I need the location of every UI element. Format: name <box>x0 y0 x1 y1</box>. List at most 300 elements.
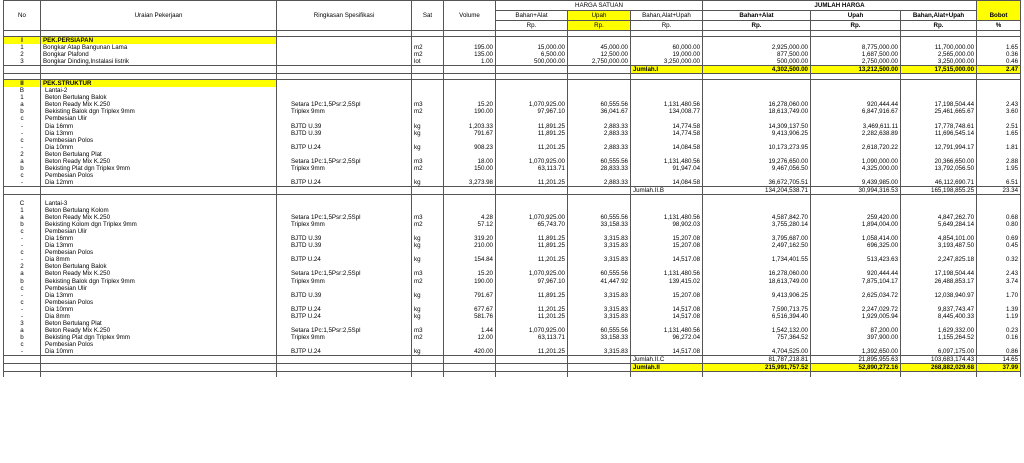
item-volume: 581.76 <box>444 313 496 320</box>
item-no: 1 <box>4 207 41 214</box>
item-jumlah-bahan-alat-upah: 17,778,748.61 <box>901 123 977 130</box>
item-no: - <box>4 130 41 137</box>
item-sat: m2 <box>412 165 444 172</box>
item-jumlah-bahan-alat: 500,000.00 <box>703 58 811 66</box>
item-bobot: 0.45 <box>977 242 1021 249</box>
item-jumlah-bahan-alat <box>703 341 811 348</box>
table-row <box>4 249 1021 256</box>
item-sat: kg <box>412 242 444 249</box>
item-jumlah-bahan-alat <box>703 299 811 306</box>
table-row <box>4 58 1021 66</box>
empty-cell <box>496 186 568 194</box>
item-no: c <box>4 285 41 292</box>
empty-cell <box>4 372 41 378</box>
item-bobot <box>977 263 1021 270</box>
empty-cell <box>568 80 631 88</box>
item-volume: 677.67 <box>444 306 496 313</box>
item-jumlah-bahan-alat <box>703 137 811 144</box>
item-bahan-alat: 63,113.71 <box>496 165 568 172</box>
item-sat: kg <box>412 123 444 130</box>
item-jumlah-upah <box>811 172 901 179</box>
empty-cell <box>277 37 412 45</box>
total-bahan-alat: 134,204,538.71 <box>703 186 811 194</box>
item-jumlah-bahan-alat: 2,497,162.50 <box>703 242 811 249</box>
item-bobot <box>977 299 1021 306</box>
item-bahan-alat: 11,891.25 <box>496 242 568 249</box>
item-volume: 4.28 <box>444 214 496 221</box>
item-jumlah-upah: 8,775,000.00 <box>811 44 901 51</box>
item-jumlah-upah: 2,750,000.00 <box>811 58 901 66</box>
item-jumlah-upah: 920,444.44 <box>811 101 901 108</box>
empty-cell <box>568 364 631 372</box>
item-jumlah-upah <box>811 320 901 327</box>
item-bahan-alat-upah <box>631 172 703 179</box>
empty-cell <box>4 356 41 364</box>
total-bahan-alat: 215,991,757.52 <box>703 364 811 372</box>
item-no: - <box>4 242 41 249</box>
item-spesifikasi: Setara 1Pc:1,5Psr:2,5Spl <box>277 327 412 334</box>
empty-cell <box>901 37 977 45</box>
table-body <box>4 31 1021 378</box>
item-jumlah-upah: 2,247,029.72 <box>811 306 901 313</box>
item-jumlah-bahan-alat-upah: 1,629,332.00 <box>901 327 977 334</box>
item-bahan-alat-upah: 14,084.58 <box>631 144 703 151</box>
item-bahan-alat: 11,891.25 <box>496 235 568 242</box>
total-bahan-alat-upah: 17,515,000.00 <box>901 66 977 74</box>
item-jumlah-bahan-alat <box>703 249 811 256</box>
table-row <box>4 299 1021 306</box>
item-bahan-alat <box>496 172 568 179</box>
item-volume <box>444 207 496 214</box>
item-spesifikasi: BJTP U.24 <box>277 144 412 151</box>
item-volume: 1.44 <box>444 327 496 334</box>
total-upah: 30,994,316.53 <box>811 186 901 194</box>
item-bahan-alat-upah: 98,902.03 <box>631 221 703 228</box>
table-row <box>4 270 1021 277</box>
item-sat: lot <box>412 58 444 66</box>
item-uraian: Bekisting Plat dgn Triplex 9mm <box>41 334 277 341</box>
item-sat: m2 <box>412 44 444 51</box>
empty-cell <box>496 372 568 378</box>
item-upah: 36,041.67 <box>568 108 631 115</box>
item-sat: m2 <box>412 108 444 115</box>
item-upah: 33,158.33 <box>568 221 631 228</box>
item-bahan-alat <box>496 200 568 207</box>
item-bahan-alat-upah: 1,131,480.56 <box>631 101 703 108</box>
item-no: - <box>4 235 41 242</box>
section-row <box>4 37 1021 45</box>
item-upah: 60,555.56 <box>568 101 631 108</box>
header-harga-satuan: HARGA SATUAN <box>496 1 703 11</box>
item-bahan-alat-upah: 134,008.77 <box>631 108 703 115</box>
item-uraian: Pembesian Polos <box>41 172 277 179</box>
item-volume <box>444 172 496 179</box>
item-jumlah-bahan-alat <box>703 94 811 101</box>
item-no: a <box>4 270 41 277</box>
item-upah <box>568 228 631 235</box>
item-uraian: Dia 8mm <box>41 313 277 320</box>
item-volume <box>444 228 496 235</box>
item-bobot <box>977 172 1021 179</box>
item-bahan-alat <box>496 263 568 270</box>
item-volume <box>444 87 496 94</box>
item-jumlah-bahan-alat <box>703 228 811 235</box>
item-upah: 3,315.83 <box>568 235 631 242</box>
empty-cell <box>496 364 568 372</box>
item-spesifikasi: Setara 1Pc:1,5Psr:2,5Spl <box>277 270 412 277</box>
table-row <box>4 158 1021 165</box>
item-bahan-alat: 97,967.10 <box>496 278 568 285</box>
item-bahan-alat <box>496 115 568 122</box>
header-rp: Rp. <box>496 21 568 31</box>
item-volume: 57.12 <box>444 221 496 228</box>
section-no: I <box>4 37 41 45</box>
total-label: Jumlah.I <box>631 66 703 74</box>
item-bobot: 2.51 <box>977 123 1021 130</box>
item-jumlah-bahan-alat-upah: 2,565,000.00 <box>901 51 977 58</box>
empty-cell <box>631 80 703 88</box>
item-uraian: Lantai-3 <box>41 200 277 207</box>
item-jumlah-bahan-alat-upah <box>901 94 977 101</box>
item-sat <box>412 228 444 235</box>
item-no: b <box>4 221 41 228</box>
empty-cell <box>703 37 811 45</box>
item-sat: kg <box>412 235 444 242</box>
empty-cell <box>41 186 277 194</box>
table-row <box>4 51 1021 58</box>
item-bahan-alat <box>496 320 568 327</box>
item-upah: 60,555.56 <box>568 214 631 221</box>
item-uraian: Pembesian Ulir <box>41 285 277 292</box>
table-row <box>4 151 1021 158</box>
item-spesifikasi: BJTD U.39 <box>277 292 412 299</box>
item-uraian: Bongkar Atap Bangunan Lama <box>41 44 277 51</box>
empty-cell <box>444 186 496 194</box>
item-jumlah-upah: 1,687,500.00 <box>811 51 901 58</box>
item-jumlah-bahan-alat: 9,467,056.50 <box>703 165 811 172</box>
table-row <box>4 221 1021 228</box>
item-sat: m2 <box>412 51 444 58</box>
item-jumlah-bahan-alat-upah: 11,700,000.00 <box>901 44 977 51</box>
empty-cell <box>4 66 41 74</box>
table-row <box>4 87 1021 94</box>
header-no: No <box>4 1 41 31</box>
item-upah: 3,315.83 <box>568 292 631 299</box>
header-jumlah-upah: Upah <box>811 11 901 21</box>
item-spesifikasi: BJTP U.24 <box>277 256 412 263</box>
header-volume: Volume <box>444 1 496 31</box>
table-row <box>4 256 1021 263</box>
table-row <box>4 44 1021 51</box>
item-bahan-alat-upah: 14,517.08 <box>631 306 703 313</box>
item-no: b <box>4 278 41 285</box>
item-uraian: Beton Bertulang Balok <box>41 94 277 101</box>
empty-cell <box>277 186 412 194</box>
item-bobot <box>977 94 1021 101</box>
empty-cell <box>277 356 412 364</box>
item-sat: m3 <box>412 214 444 221</box>
table-row <box>4 214 1021 221</box>
total-row <box>4 364 1021 372</box>
item-jumlah-upah <box>811 263 901 270</box>
item-uraian: Beton Bertulang Plat <box>41 151 277 158</box>
empty-cell <box>412 186 444 194</box>
item-no: C <box>4 200 41 207</box>
item-jumlah-upah: 1,894,004.00 <box>811 221 901 228</box>
item-bobot: 0.36 <box>977 51 1021 58</box>
item-jumlah-upah <box>811 94 901 101</box>
empty-cell <box>811 372 901 378</box>
item-bahan-alat-upah <box>631 94 703 101</box>
item-bobot: 6.51 <box>977 179 1021 187</box>
item-jumlah-bahan-alat <box>703 115 811 122</box>
item-jumlah-bahan-alat <box>703 200 811 207</box>
empty-cell <box>4 364 41 372</box>
table-row <box>4 207 1021 214</box>
item-spesifikasi: BJTP U.24 <box>277 306 412 313</box>
item-sat <box>412 115 444 122</box>
empty-cell <box>4 186 41 194</box>
item-upah: 60,555.56 <box>568 327 631 334</box>
item-jumlah-bahan-alat: 14,309,137.50 <box>703 123 811 130</box>
item-upah: 3,315.83 <box>568 306 631 313</box>
item-uraian: Beton Ready Mix K.250 <box>41 270 277 277</box>
item-spesifikasi: Setara 1Pc:1,5Psr:2,5Spl <box>277 101 412 108</box>
item-upah: 41,447.92 <box>568 278 631 285</box>
empty-cell <box>412 372 444 378</box>
header-sat: Sat <box>412 1 444 31</box>
header-uraian: Uraian Pekerjaan <box>41 1 277 31</box>
item-jumlah-upah <box>811 341 901 348</box>
table-row <box>4 348 1021 356</box>
empty-cell <box>496 80 568 88</box>
item-jumlah-upah: 3,469,611.11 <box>811 123 901 130</box>
item-jumlah-bahan-alat <box>703 151 811 158</box>
item-sat: m2 <box>412 278 444 285</box>
item-no: c <box>4 249 41 256</box>
empty-cell <box>277 66 412 74</box>
item-jumlah-bahan-alat-upah <box>901 285 977 292</box>
total-row <box>4 356 1021 364</box>
item-no: b <box>4 165 41 172</box>
item-bobot: 1.19 <box>977 313 1021 320</box>
item-jumlah-bahan-alat: 18,613,749.00 <box>703 278 811 285</box>
item-volume: 190.00 <box>444 108 496 115</box>
item-jumlah-bahan-alat-upah: 17,198,504.44 <box>901 270 977 277</box>
empty-cell <box>496 356 568 364</box>
item-bobot: 0.32 <box>977 256 1021 263</box>
item-spesifikasi <box>277 263 412 270</box>
item-bahan-alat-upah: 1,131,480.56 <box>631 214 703 221</box>
item-jumlah-upah: 2,625,034.72 <box>811 292 901 299</box>
item-spesifikasi <box>277 228 412 235</box>
item-upah: 2,883.33 <box>568 123 631 130</box>
item-sat <box>412 285 444 292</box>
item-uraian: Bekisting Balok dgn Triplex 9mm <box>41 108 277 115</box>
item-uraian: Dia 10mm <box>41 144 277 151</box>
item-no: - <box>4 348 41 356</box>
item-spesifikasi <box>277 87 412 94</box>
item-jumlah-bahan-alat-upah: 1,155,264.52 <box>901 334 977 341</box>
item-volume: 791.67 <box>444 292 496 299</box>
item-upah: 2,883.33 <box>568 179 631 187</box>
item-upah: 33,158.33 <box>568 334 631 341</box>
item-uraian: Beton Bertulang Plat <box>41 320 277 327</box>
item-upah <box>568 200 631 207</box>
item-no: 2 <box>4 263 41 270</box>
item-bahan-alat-upah <box>631 207 703 214</box>
empty-cell <box>496 37 568 45</box>
item-no: 3 <box>4 58 41 66</box>
item-uraian: Dia 16mm <box>41 123 277 130</box>
item-sat: m3 <box>412 101 444 108</box>
item-upah: 3,315.83 <box>568 348 631 356</box>
item-bahan-alat <box>496 249 568 256</box>
item-sat <box>412 87 444 94</box>
empty-cell <box>631 37 703 45</box>
item-jumlah-bahan-alat: 7,590,713.75 <box>703 306 811 313</box>
empty-cell <box>901 80 977 88</box>
table-row <box>4 235 1021 242</box>
item-bahan-alat <box>496 87 568 94</box>
item-bahan-alat: 11,201.25 <box>496 348 568 356</box>
item-spesifikasi <box>277 285 412 292</box>
item-spesifikasi: BJTP U.24 <box>277 313 412 320</box>
empty-cell <box>631 372 703 378</box>
total-label: Jumlah.II <box>631 364 703 372</box>
item-upah <box>568 137 631 144</box>
item-volume: 15.20 <box>444 270 496 277</box>
empty-cell <box>412 80 444 88</box>
item-volume <box>444 341 496 348</box>
item-bobot: 0.69 <box>977 235 1021 242</box>
item-jumlah-upah: 87,200.00 <box>811 327 901 334</box>
table-row <box>4 108 1021 115</box>
item-bahan-alat: 1,070,925.00 <box>496 214 568 221</box>
item-no: 1 <box>4 44 41 51</box>
item-uraian: Beton Ready Mix K.250 <box>41 158 277 165</box>
empty-cell <box>496 66 568 74</box>
header-percent: % <box>977 21 1021 31</box>
item-bobot: 3.74 <box>977 278 1021 285</box>
item-volume: 154.84 <box>444 256 496 263</box>
item-sat <box>412 249 444 256</box>
item-bahan-alat <box>496 137 568 144</box>
item-jumlah-upah <box>811 200 901 207</box>
item-jumlah-bahan-alat-upah <box>901 263 977 270</box>
table-row <box>4 313 1021 320</box>
item-bahan-alat: 11,201.25 <box>496 144 568 151</box>
item-bobot: 1.65 <box>977 130 1021 137</box>
item-sat: kg <box>412 348 444 356</box>
item-spesifikasi: Triplex 9mm <box>277 108 412 115</box>
item-bahan-alat-upah: 1,131,480.56 <box>631 327 703 334</box>
item-spesifikasi <box>277 44 412 51</box>
item-jumlah-upah: 397,900.00 <box>811 334 901 341</box>
table-row <box>4 292 1021 299</box>
item-upah <box>568 299 631 306</box>
item-jumlah-bahan-alat-upah <box>901 172 977 179</box>
item-spesifikasi <box>277 115 412 122</box>
item-upah: 60,555.56 <box>568 270 631 277</box>
item-bahan-alat: 1,070,925.00 <box>496 158 568 165</box>
item-no: 2 <box>4 151 41 158</box>
item-bahan-alat-upah: 1,131,480.56 <box>631 270 703 277</box>
table-row <box>4 285 1021 292</box>
item-spesifikasi <box>277 341 412 348</box>
item-no: 3 <box>4 320 41 327</box>
empty-cell <box>568 66 631 74</box>
item-upah: 3,315.83 <box>568 242 631 249</box>
table-row <box>4 334 1021 341</box>
item-jumlah-upah <box>811 115 901 122</box>
item-jumlah-bahan-alat-upah: 4,847,262.70 <box>901 214 977 221</box>
item-bobot: 0.46 <box>977 58 1021 66</box>
item-upah: 12,500.00 <box>568 51 631 58</box>
item-bahan-alat <box>496 94 568 101</box>
item-bahan-alat: 11,891.25 <box>496 292 568 299</box>
table-row <box>4 123 1021 130</box>
item-no: a <box>4 101 41 108</box>
item-uraian: Bongkar Plafond <box>41 51 277 58</box>
item-bobot: 0.23 <box>977 327 1021 334</box>
item-volume <box>444 263 496 270</box>
empty-cell <box>977 37 1021 45</box>
item-uraian: Bongkar Dinding,Instalasi listrik <box>41 58 277 66</box>
item-jumlah-bahan-alat: 1,734,401.55 <box>703 256 811 263</box>
item-bahan-alat-upah: 14,517.08 <box>631 313 703 320</box>
item-spesifikasi <box>277 299 412 306</box>
item-upah: 3,315.83 <box>568 256 631 263</box>
item-upah <box>568 263 631 270</box>
item-uraian: Beton Bertulang Balok <box>41 263 277 270</box>
item-uraian: Lantai-2 <box>41 87 277 94</box>
item-uraian: Pembesian Ulir <box>41 115 277 122</box>
item-bahan-alat-upah <box>631 228 703 235</box>
item-bahan-alat <box>496 341 568 348</box>
item-bobot <box>977 228 1021 235</box>
table-row <box>4 320 1021 327</box>
item-upah <box>568 172 631 179</box>
item-bobot <box>977 115 1021 122</box>
item-uraian: Pembesian Polos <box>41 137 277 144</box>
item-uraian: Bekisting Kolom dgn Triplex 9mm <box>41 221 277 228</box>
item-sat <box>412 341 444 348</box>
item-bahan-alat: 11,201.25 <box>496 256 568 263</box>
empty-cell <box>444 364 496 372</box>
item-jumlah-upah: 920,444.44 <box>811 270 901 277</box>
empty-cell <box>703 372 811 378</box>
item-bahan-alat: 11,201.25 <box>496 306 568 313</box>
item-bahan-alat-upah <box>631 249 703 256</box>
item-sat <box>412 207 444 214</box>
item-spesifikasi <box>277 58 412 66</box>
table-row <box>4 327 1021 334</box>
item-jumlah-bahan-alat-upah <box>901 151 977 158</box>
empty-cell <box>811 37 901 45</box>
item-bahan-alat <box>496 207 568 214</box>
total-bahan-alat-upah: 103,683,174.43 <box>901 356 977 364</box>
table-row <box>4 165 1021 172</box>
item-volume: 1,203.33 <box>444 123 496 130</box>
empty-cell <box>568 37 631 45</box>
item-jumlah-bahan-alat: 2,925,000.00 <box>703 44 811 51</box>
item-spesifikasi: BJTD U.39 <box>277 123 412 130</box>
item-jumlah-bahan-alat-upah: 3,250,000.00 <box>901 58 977 66</box>
empty-cell <box>568 356 631 364</box>
item-no: - <box>4 179 41 187</box>
item-upah <box>568 151 631 158</box>
